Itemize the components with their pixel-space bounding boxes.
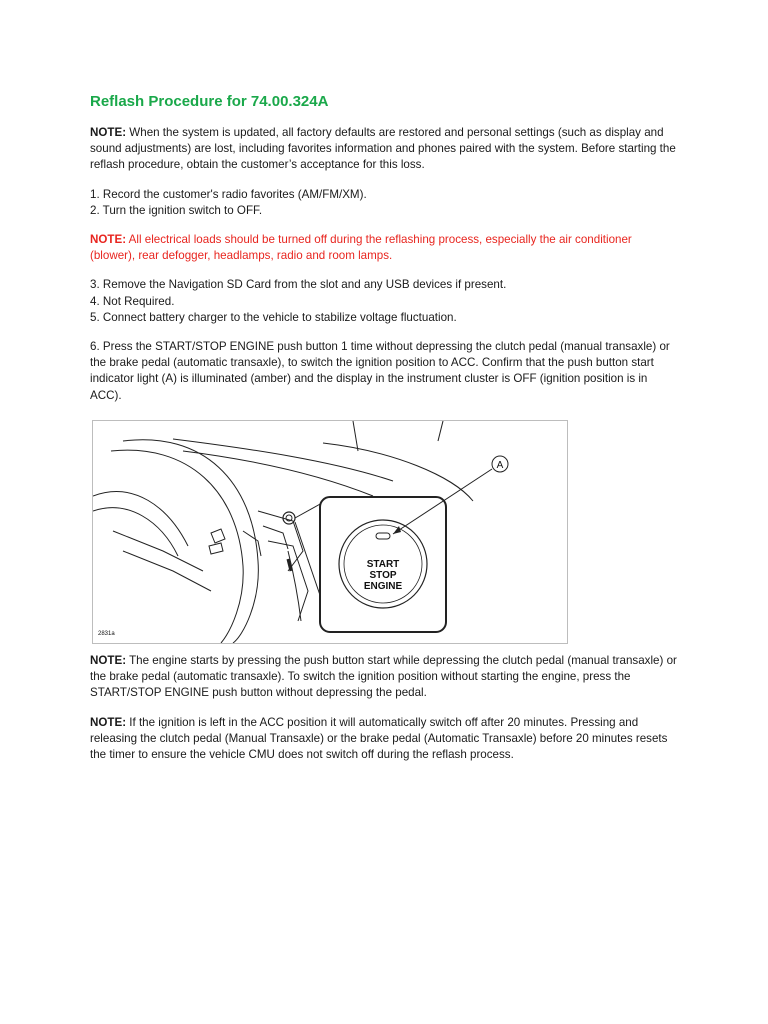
figure-id: 2831a bbox=[98, 631, 115, 637]
button-label-engine: ENGINE bbox=[363, 581, 403, 592]
steering-wheel-rim bbox=[123, 440, 258, 643]
start-stop-illustration bbox=[92, 420, 568, 644]
note-paragraph-4 bbox=[90, 715, 680, 764]
steps-list-b bbox=[90, 277, 680, 326]
note-label: NOTE: bbox=[90, 126, 127, 139]
steps-list-a bbox=[90, 187, 680, 219]
step-6: 6. Press the START/STOP ENGINE push button 1 time without depressing the clutch pedal (manual transaxle) or the brake pedal (automatic transaxle), to switch the ignition position to ACC. Confirm that the push button start indicator light (A) is illuminated (amber) and the display in the instrument cluster is OFF (ignition position is in ACC). bbox=[90, 340, 670, 402]
note-label: NOTE: bbox=[90, 654, 127, 667]
note-text: If the ignition is left in the ACC position it will automatically switch off after 20 minutes. Pressing and releasing the clutch pedal (Manual Transaxle) or the brake pedal (Automatic Transaxle) before 20 minutes resets the timer to ensure the vehicle CMU does not switch off during the reflash process. bbox=[90, 715, 668, 762]
note-label: NOTE: bbox=[90, 715, 127, 729]
button-label-stop: STOP bbox=[369, 570, 397, 581]
note-paragraph-1 bbox=[90, 125, 680, 174]
step-3: 3. Remove the Navigation SD Card from the slot and any USB devices if present. bbox=[90, 278, 507, 292]
step-1: 1. Record the customer's radio favorites (AM/FM/XM). bbox=[90, 187, 367, 201]
note-paragraph-3 bbox=[90, 653, 680, 702]
indicator-light bbox=[376, 533, 390, 539]
document-body bbox=[90, 93, 680, 417]
warning-note bbox=[90, 232, 680, 264]
note-text: The engine starts by pressing the push button start while depressing the clutch pedal (manual transaxle) or the brake pedal (automatic transaxle). To switch the ignition position without starting the engine, press the START/STOP ENGINE push button without depressing the pedal. bbox=[90, 654, 677, 700]
note-label: NOTE: bbox=[90, 233, 127, 247]
callout-label: A bbox=[496, 460, 504, 471]
notes-after-figure bbox=[90, 653, 680, 776]
step-2: 2. Turn the ignition switch to OFF. bbox=[90, 203, 263, 217]
step-5: 5. Connect battery charger to the vehicle to stabilize voltage fluctuation. bbox=[90, 310, 457, 324]
page-title: Reflash Procedure for 74.00.324A bbox=[90, 93, 329, 110]
dash-button bbox=[283, 512, 295, 524]
note-text: When the system is updated, all factory defaults are restored and personal settings (such as display and sound adjustments) are lost, including favorites information and phones paired with the system. Before starting the reflash procedure, obtain the customer’s acceptance for this loss. bbox=[90, 126, 676, 172]
dashboard-drawing bbox=[93, 421, 567, 643]
step-4: 4. Not Required. bbox=[90, 294, 175, 308]
button-label-start: START bbox=[366, 559, 400, 570]
note-text: All electrical loads should be turned off during the reflashing process, especially the air conditioner (blower), rear defogger, headlamps, radio and room lamps. bbox=[90, 233, 632, 263]
